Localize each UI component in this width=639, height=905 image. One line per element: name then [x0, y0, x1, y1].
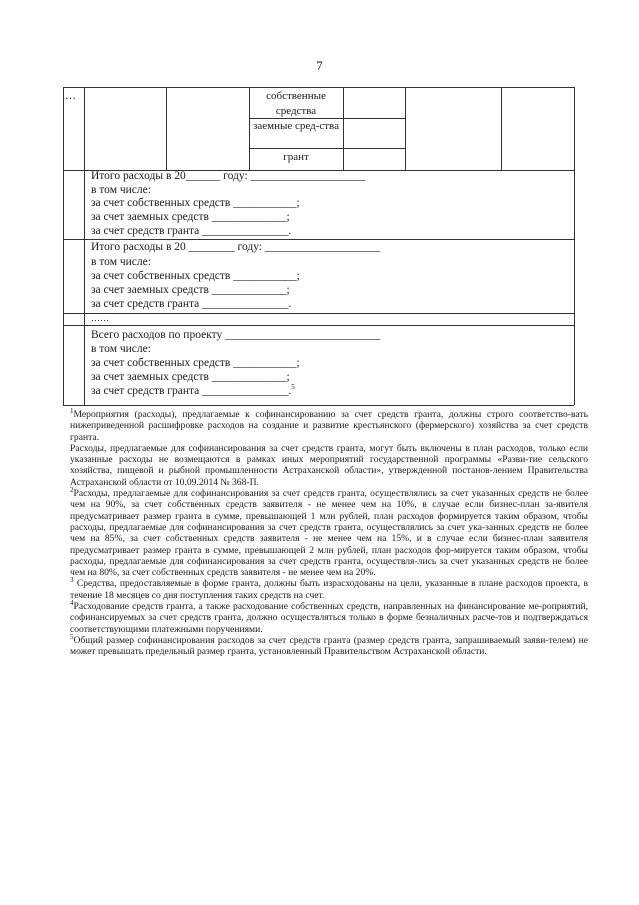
block4-line: в том числе: — [91, 343, 151, 355]
block1-line: за счет собственных средств ___________; — [91, 197, 300, 209]
page-number: 7 — [316, 58, 323, 73]
footnote: $^1$Мероприятия (расходы), предлагаемые к софинансированию за счет средств гранта, должны строго соответство-вать нижеприведенной расшифровке расходов на создание и развитие крестьянского (фермерского) хозяйства за счет средств гранта. — [70, 406, 588, 443]
block2-line: в том числе: — [91, 256, 151, 268]
footnote: $^5$Общий размер софинансирования расходов за счет средств гранта (размер средств гранта, запрашиваемый заяви-телем) не может превышать предельный размер гранта, установленный Правительством Астраханской области. — [70, 632, 588, 658]
source-own-funds: собственные средства — [266, 90, 326, 117]
block2-title: Итого расходы в 20 ________ году: ____________________ — [91, 241, 380, 253]
block2-line: за счет собственных средств ___________; — [91, 270, 300, 282]
footnotes — [70, 406, 588, 658]
block1-line: в том числе: — [91, 184, 151, 196]
footnote: $^4$Расходование средств гранта, а также расходование собственных средств, направленных на финансирование ме-роприятий, софинансируемых за счет средств гранта, должно осуществляться только в форме безналичных расче-тов и подтверждаться соответствующими платежными поручениями. — [70, 598, 588, 635]
block3-ellipsis: …… — [91, 313, 109, 323]
block4-title: Всего расходов по проекту ___________________________ — [91, 329, 381, 341]
block1-line: за счет заемных средств _____________; — [91, 211, 290, 223]
block1-line: за счет средств гранта _______________. — [91, 225, 292, 237]
source-grant: грант — [283, 151, 309, 163]
block4-line: за счет средств гранта _______________.$^5$ — [91, 383, 295, 397]
footnote: $^2$Расходы, предлагаемые для софинансирования за счет средств гранта, осуществлялись за счет указанных средств не более чем на 90%, за счет собственных средств заявителя - не менее чем на 10%, в случае если бизнес-план за-явителя предусматривает размер гранта в сумме, превышающей 1 млн рублей, план расходов формируется таким образом, чтобы расходы, предлагаемые для софинансирования за счет средств гранта, осуществлялись за счет ука-занных средств не более чем на 85%, за счет собственных средств заявителя - не менее чем на 15%, и в случае если бизнес-план заявителя предусматривает размер гранта в сумме, превышающей 2 млн рублей, план расходов фор-мируется таким образом, чтобы расходы, предлагаемые для софинансирования за счет средств гранта, осуществля-лись за счет указанных средств не более чем на 80%, за счет собственных средств заявителя - не менее чем на 20%. — [70, 485, 588, 579]
block4-line: за счет собственных средств ___________; — [91, 357, 300, 369]
source-loan-funds: заемные сред-ства — [253, 120, 339, 132]
block1-title: Итого расходы в 20______ году: ____________________ — [91, 170, 366, 182]
block2-line: за счет средств гранта _______________. — [91, 298, 292, 310]
footnote-5-ref: 5 — [291, 383, 295, 392]
footnote: Расходы, предлагаемые для софинансирования за счет средств гранта, могут быть включены в план расходов, только если указанные расходы не возмещаются в рамках иных мероприятий государственной программы «Разви-тие сельского хозяйства, пищевой и рыбной промышленности Астраханской области», утвержденной постанов-лением Правительства Астраханской области от 10.09.2014 № 368-П. — [70, 442, 588, 488]
footnote: $^3$ Средства, предоставляемые в форме гранта, должны быть израсходованы на цели, указанные в плане расходов проекта, в течение 18 месяцев со дня поступления таких средств на счет. — [70, 576, 588, 601]
ellipsis-cell: … — [65, 90, 76, 102]
block2-line: за счет заемных средств _____________; — [91, 284, 290, 296]
block4-line: за счет заемных средств _____________; — [91, 371, 290, 383]
